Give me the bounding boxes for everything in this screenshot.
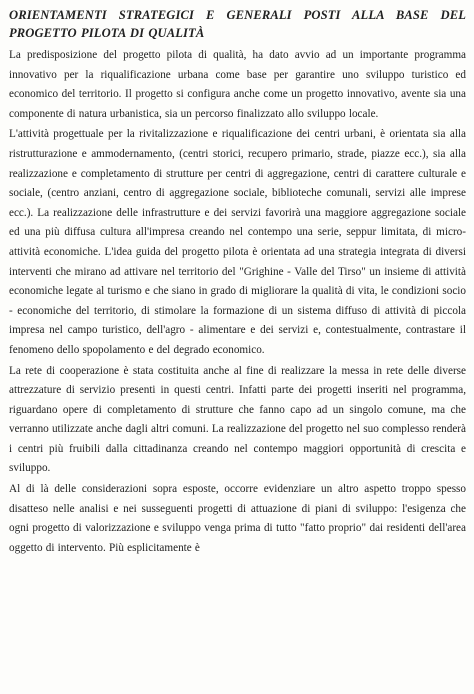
paragraph-3: La rete di cooperazione è stata costituita anche al fine di realizzare la messa in rete delle diverse attrezzature di servizio presenti in questi centri. Infatti parte dei progetti inseriti nel programma, riguardano opere di completamento di strutture che fanno capo ad un singolo comune, ma che verranno utilizzate anche dagli altri comuni. La realizzazione del progetto nel suo complesso renderà i centri più fruibili dalla cittadinanza creando nel contempo maggiori opportunità di crescita e sviluppo.: [9, 364, 466, 475]
document-title-line-1: ORIENTAMENTI STRATEGICI E GENERALI POSTI ALLA BASE DEL: [9, 8, 466, 22]
paragraph-2: L'attività progettuale per la rivitalizzazione e riqualificazione dei centri urbani, è orientata sia alla ristrutturazione e ammodernamento, (centri storici, recupero primario, strade, piazze ecc.), sia alla realizzazione e completamento di strutture per centri di aggregazione, centri di carattere culturale e sociale, (centro anziani, centro di aggregazione sociale, biblioteche comunali, servizi alle imprese ecc.). La realizzazione delle infrastrutture e dei servizi favorirà una maggiore aggregazione sociale ed una più diffusa cultura all'impresa creando nel contempo una serie, seppur limitata, di micro-attività economiche. L'idea guida del progetto pilota è orientata ad una strategia integrata di diversi interventi che mirano ad attivare nel territorio del "Grighine - Valle del Tirso" un insieme di attività economiche legate al turismo e che siano in grado di migliorare la qualità di vita, le condizioni socio - economiche del territorio, di stimolare la formazione di un sistema diffuso di attività di piccola impresa nel campo turistico, dell'agro - alimentare e dei servizi e, contestualmente, contrastare il fenomeno dello spopolamento e del degrado economico.: [9, 128, 466, 356]
document-title-line-2: PROGETTO PILOTA DI QUALITÀ: [9, 26, 205, 40]
document-title: [9, 6, 466, 42]
paragraph-4: Al di là delle considerazioni sopra esposte, occorre evidenziare un altro aspetto troppo spesso disatteso nelle analisi e nei susseguenti progetti di attuazione di piani di sviluppo: l'esigenza che ogni progetto di valorizzazione e sviluppo venga prima di tutto "fatto proprio" dai residenti dell'area oggetto di intervento. Più esplicitamente è: [9, 483, 466, 554]
paragraph-1: La predisposizione del progetto pilota di qualità, ha dato avvio ad un importante programma innovativo per la riqualificazione urbana come base per garantire uno sviluppo turistico ed economico del territorio. Il progetto si configura anche come un progetto innovativo, avente sia una componente di natura urbanistica, sia un percorso finalizzato allo sviluppo locale.: [9, 49, 466, 120]
